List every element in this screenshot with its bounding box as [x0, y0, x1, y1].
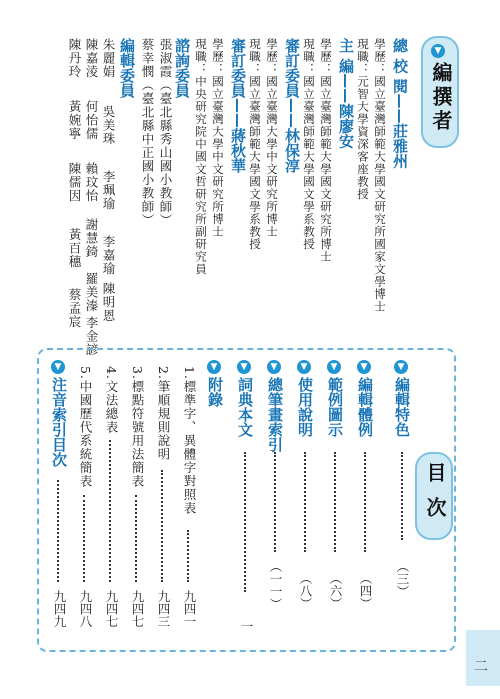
toc-item-page: 九四九	[52, 590, 67, 628]
toc-arrow-icon: ▼	[327, 360, 341, 374]
toc-leader	[135, 495, 137, 582]
credit-role: 總 校 閱	[391, 38, 409, 94]
toc-item-title[interactable]: 使用說明	[296, 377, 314, 437]
consultant-person: 蔡幸憫（臺北縣中正國小教師）	[140, 38, 155, 227]
editor-name: 陳儒因	[67, 162, 82, 203]
toc-leader	[304, 452, 306, 552]
toc-item-title[interactable]: 詞典本文	[236, 377, 254, 437]
toc-arrow-icon: ▼	[51, 360, 65, 374]
toc-appendix-item[interactable]: 2.筆順規則說明	[156, 366, 171, 461]
toc-item-page: 一	[239, 620, 254, 633]
editor-name: 李嘉瑜	[101, 235, 116, 276]
toc-item-title[interactable]: 編輯特色	[393, 377, 411, 437]
toc-arrow-icon: ▼	[267, 360, 281, 374]
toc-leader	[83, 495, 85, 582]
credit-name: 蔣秋華	[229, 128, 247, 173]
credit-line: 現職：國立臺灣師範大學國文學系教授	[248, 38, 262, 251]
page-number: 二	[474, 659, 488, 675]
toc-leader	[161, 470, 163, 582]
credit-line: 現職：中央研究院中國文哲研究所副研究員	[194, 38, 208, 276]
toc-item-page: 九四七	[130, 590, 145, 628]
editor-name: 蔡孟宸	[67, 288, 82, 329]
toc-arrow-icon: ▼	[394, 360, 408, 374]
editor-name: 黃婉寧	[67, 100, 82, 141]
toc-item-page: 九四七	[104, 590, 119, 628]
consultant-person: 張淑霞（臺北縣秀山國小教師）	[158, 38, 173, 227]
credit-role: 審訂委員	[283, 38, 301, 98]
toc-item-page: 九四三	[156, 590, 171, 628]
credit-review-member-2	[228, 38, 249, 173]
pill-arrow-icon: ▼	[431, 44, 445, 58]
editor-name: 吳美珠	[101, 105, 116, 146]
dash-separator: ——	[391, 93, 409, 124]
toc-appendix-item[interactable]: 4.文法總表	[104, 366, 119, 434]
credit-chief-editor	[336, 38, 357, 148]
credit-role: 審訂委員	[229, 38, 247, 98]
dash-separator: ——	[229, 98, 247, 128]
dash-separator: ——	[283, 98, 301, 128]
toc-arrow-icon: ▼	[357, 360, 371, 374]
editor-name: 羅美溱	[84, 272, 99, 313]
toc-leader	[187, 530, 189, 582]
toc-appendix-title: 附錄	[206, 377, 224, 407]
toc-arrow-icon: ▼	[207, 360, 221, 374]
editors-role: 編輯委員	[118, 38, 136, 98]
credit-chief-reviewer	[390, 38, 411, 168]
editor-name: 李金諺	[84, 316, 99, 357]
toc-leader	[109, 440, 111, 582]
toc-leader	[244, 452, 246, 592]
editor-name: 陳丹玲	[67, 38, 82, 79]
toc-leader	[364, 452, 366, 552]
credit-line: 學歷：國立臺灣師範大學國文研究所博士	[319, 38, 333, 263]
credit-review-member-1	[282, 38, 303, 173]
toc-index-title[interactable]: 注音索引目次	[50, 377, 68, 467]
credit-name: 莊雅州	[391, 123, 409, 169]
toc-leader	[57, 480, 59, 582]
editors-section-title: 編撰者	[429, 62, 453, 134]
toc-item-title[interactable]: 總筆畫索引	[266, 377, 284, 452]
toc-item-page: （六）	[328, 572, 343, 610]
credit-line: 現職：國立臺灣師範大學國文學系教授	[302, 38, 316, 251]
toc-leader	[334, 452, 336, 552]
toc-item-page: （四）	[358, 572, 373, 610]
toc-item-title[interactable]: 編輯體例	[356, 377, 374, 437]
toc-arrow-icon: ▼	[237, 360, 251, 374]
credit-line: 學歷：國立臺灣大學中文研究所博士	[265, 38, 279, 238]
credit-line: 學歷：國立臺灣大學中文研究所博士	[211, 38, 225, 238]
toc-item-page: 九四一	[182, 590, 197, 628]
dash-separator: ——	[337, 73, 355, 104]
toc-appendix-item[interactable]: 1.標準字、異體字對照表	[182, 366, 197, 515]
toc-item-page: （八）	[298, 572, 313, 610]
toc-item-page: （三）	[395, 560, 410, 598]
editor-name: 謝慧錡	[84, 218, 99, 259]
editor-name: 朱麗娟	[101, 38, 116, 79]
credit-name: 陳廖安	[337, 103, 355, 149]
toc-appendix-item[interactable]: 5.中國歷代系統簡表	[78, 366, 93, 488]
editor-name: 李珮瑜	[101, 170, 116, 211]
toc-item-page: （一一）	[268, 560, 283, 610]
consultants-role: 諮詢委員	[173, 38, 191, 98]
credit-line: 學歷：國立臺灣師範大學國文研究所國家文學博士	[373, 38, 387, 313]
toc-leader	[401, 452, 403, 540]
toc-appendix-item[interactable]: 3.標點符號用法簡表	[130, 366, 145, 488]
toc-item-title[interactable]: 範例圖示	[326, 377, 344, 437]
editor-name: 陳明恩	[101, 282, 116, 323]
toc-leader	[274, 452, 276, 552]
credit-line: 現職：元智大學資深客座教授	[356, 38, 370, 201]
toc-arrow-icon: ▼	[297, 360, 311, 374]
editor-name: 黃百穗	[67, 228, 82, 269]
credit-name: 林保淳	[283, 128, 301, 173]
editor-name: 陳嘉淩	[84, 38, 99, 79]
credit-role: 主 編	[337, 38, 355, 74]
toc-title: 目 次	[423, 462, 447, 521]
editor-name: 賴玟怡	[84, 162, 99, 203]
toc-item-page: 九四八	[78, 590, 93, 628]
editor-name: 何怡儒	[84, 100, 99, 141]
